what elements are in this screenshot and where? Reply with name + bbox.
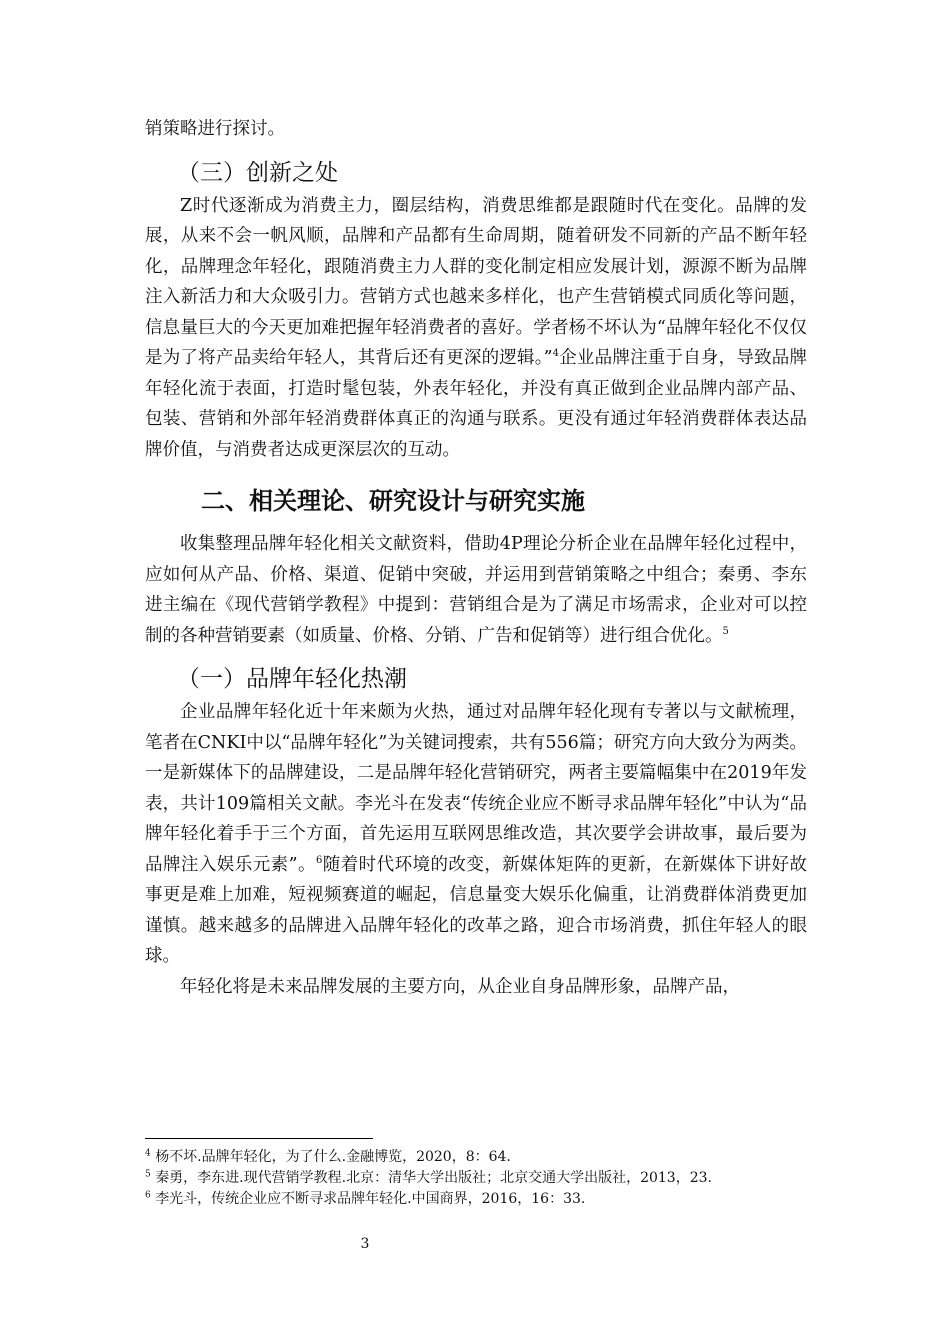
paragraph-trend: 企业品牌年轻化近十年来颇为火热，通过对品牌年轻化现有专著以与文献梳理，笔者在CNKI中以“品牌年轻化”为关键词搜索，共有556篇；研究方向大致分为两类。一是新媒体下的品牌建设，二是品牌年轻化营销研究，两者主要篇幅集中在2019年发表，共计109篇相关文献。李光斗在发表“传统企业应不断寻求品牌年轻化”中认为“品牌年轻化着手于三个方面，首先运用互联网思维改造，其次要学会讲故事，最后要为品牌注入娱乐元素”。$^6$随着时代环境的改变，新媒体矩阵的更新，在新媒体下讲好故事更是难上加难，短视频赛道的崛起，信息量变大娱乐化偏重，让消费群体消费更加谨慎。越来越多的品牌进入品牌年轻化的改革之路，迎合市场消费，抓住年轻人的眼球。 bbox=[145, 702, 807, 966]
paragraph-theory: 收集整理品牌年轻化相关文献资料，借助4P理论分析企业在品牌年轻化过程中，应如何从产品、价格、渠道、促销中突破，并运用到营销策略之中组合；秦勇、李东进主编在《现代营销学教程》中提到：营销组合是为了满足市场需求，企业对可以控制的各种营销要素（如质量、价格、分销、广告和促销等）进行组合优化。$^5$ bbox=[145, 534, 807, 646]
paragraph-intro: 销策略进行探讨。 bbox=[145, 119, 285, 139]
paragraph-innovation: Z时代逐渐成为消费主力，圈层结构，消费思维都是跟随时代在变化。品牌的发展，从来不会一帆风顺，品牌和产品都有生命周期，随着研发不同新的产品不断年轻化，品牌理念年轻化，跟随消费主力人群的变化制定相应发展计划，源源不断为品牌注入新活力和大众吸引力。营销方式也越来多样化，也产生营销模式同质化等问题，信息量巨大的今天更加难把握年轻消费者的喜好。学者杨不坏认为“品牌年轻化不仅仅是为了将产品卖给年轻人，其背后还有更深的逻辑。”$^4$企业品牌注重于自身，导致品牌年轻化流于表面，打造时髦包装，外表年轻化，并没有真正做到企业品牌内部产品、包装、营销和外部年轻消费群体真正的沟通与联系。更没有通过年轻消费群体表达品牌价值，与消费者达成更深层次的互动。 bbox=[145, 195, 807, 460]
section-heading-innovation: （三）创新之处 bbox=[177, 159, 338, 186]
footnote-item: $^5$ 秦勇，李东进.现代营销学教程.北京：清华大学出版社；北京交通大学出版社，2013，23. bbox=[145, 1169, 712, 1186]
footnote-item: $^6$ 李光斗，传统企业应不断寻求品牌年轻化.中国商界，2016，16：33. bbox=[145, 1190, 586, 1207]
chapter-heading: 二、相关理论、研究设计与研究实施 bbox=[201, 487, 585, 515]
paragraph-last: 年轻化将是未来品牌发展的主要方向，从企业自身品牌形象，品牌产品， bbox=[180, 976, 740, 997]
section-heading-trend: （一）品牌年轻化热潮 bbox=[177, 666, 407, 692]
footnote-divider bbox=[145, 1138, 373, 1139]
footnotes bbox=[145, 1138, 807, 1210]
body-text bbox=[145, 114, 807, 1002]
footnote-item: $^4$ 杨不坏.品牌年轻化，为了什么.金融博览，2020，8：64. bbox=[145, 1148, 511, 1165]
footnote-ref-4: 4 bbox=[552, 348, 559, 360]
footnote-ref-5: 5 bbox=[722, 625, 729, 637]
page-number: 3 bbox=[360, 1236, 370, 1252]
footnote-ref-6: 6 bbox=[315, 854, 323, 866]
